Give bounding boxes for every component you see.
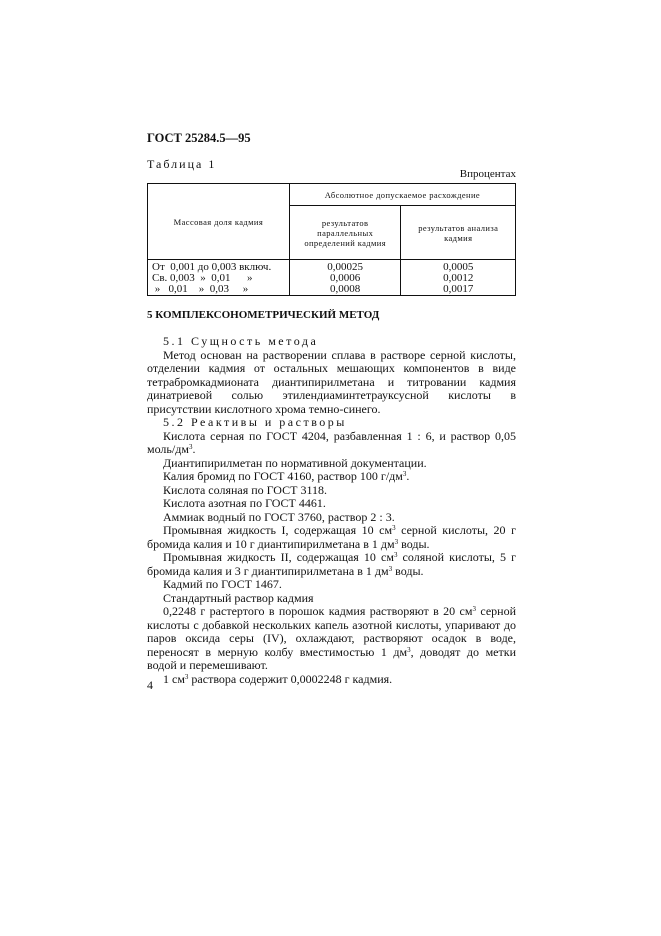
paragraph: Кадмий по ГОСТ 1467. — [163, 577, 282, 591]
page-number: 4 — [147, 678, 153, 692]
subsection-heading: 5.2 Реактивы и растворы — [163, 415, 347, 429]
document-header: ГОСТ 25284.5—95 — [147, 131, 251, 145]
paragraph: Диантипирилметан по нормативной документации. — [163, 455, 427, 470]
tolerance-table — [147, 183, 516, 296]
body-text — [147, 335, 516, 686]
col-header-parallel: результатов параллельных определений кадмия — [289, 206, 401, 260]
col-header-group: Абсолютное допускаемое расхождение — [289, 184, 515, 206]
table-value: 0,00025 — [327, 261, 364, 273]
table-row-label: Св. 0,003 » 0,01 » — [152, 272, 253, 284]
table-value: 0,0005 — [443, 261, 474, 273]
paragraph: Кислота азотная по ГОСТ 4461. — [163, 496, 326, 510]
paragraph: 1 $см^3$ раствора содержит 0,0002248 г кадмия. — [163, 671, 393, 686]
paragraph: Промывная жидкость II, содержащая 10 $см^3$ соляной кислоты, 5 г бромида калия и 3 г диантипирилметана в 1 $дм^3$ воды. — [147, 550, 517, 578]
table-value: 0,0017 — [443, 283, 474, 295]
paragraph: Аммиак водный по ГОСТ 3760, раствор 2 : 3. — [163, 509, 395, 524]
col-header-mass-fraction: Массовая доля кадмия — [148, 184, 290, 260]
paragraph: Метод основан на растворении сплава в растворе серной кислоты, отделении кадмия от остальных мешающих компонентов в виде тетрабромкадмионата диантипирилметана и титровании кадмия динатриевой солью этилендиаминтетрауксусной кислоты в присутствии кислотного хрома темно-синего. — [147, 347, 516, 416]
subsection-heading: 5.1 Сущность метода — [163, 334, 319, 348]
table-cell-parallel — [289, 260, 401, 296]
table-value: 0,0006 — [330, 272, 361, 284]
paragraph: Калия бромид по ГОСТ 4160, раствор 100 $г/дм^3$. — [163, 469, 410, 483]
col-header-analysis: результатов анализа кадмия — [401, 206, 516, 260]
section-title: 5 КОМПЛЕКСОНОМЕТРИЧЕСКИЙ МЕТОД — [147, 309, 380, 321]
table-cell-analysis — [401, 260, 516, 296]
table-row-label: От 0,001 до 0,003 включ. — [152, 261, 272, 273]
table-units: Впроцентах — [459, 168, 516, 180]
table-row-label: » 0,01 » 0,03 » — [152, 283, 249, 295]
paragraph: 0,2248 г растертого в порошок кадмия растворяют в 20 $см^3$ серной кислоты с добавкой нескольких капель азотной кислоты, упаривают до паров оксида серы (IV), охлаждают, растворяют осадок в воде, переносят в мерную колбу вместимостью 1 $дм^3$, доводят до метки водой и перемешивают. — [147, 604, 517, 672]
table-value: 0,0012 — [443, 272, 474, 284]
paragraph: Промывная жидкость I, содержащая 10 $см^3$ серной кислоты, 20 г бромида калия и 10 г диантипирилметана в 1 $дм^3$ воды. — [147, 523, 516, 551]
table-value: 0,0008 — [330, 283, 361, 295]
paragraph: Кислота соляная по ГОСТ 3118. — [163, 482, 328, 497]
paragraph: Стандартный раствор кадмия — [163, 590, 314, 605]
table-caption: Таблица 1 — [147, 157, 217, 171]
paragraph: Кислота серная по ГОСТ 4204, разбавленная 1 : 6, и раствор 0,05 моль/$дм^3$. — [147, 428, 516, 456]
table-cell-range — [148, 260, 290, 296]
